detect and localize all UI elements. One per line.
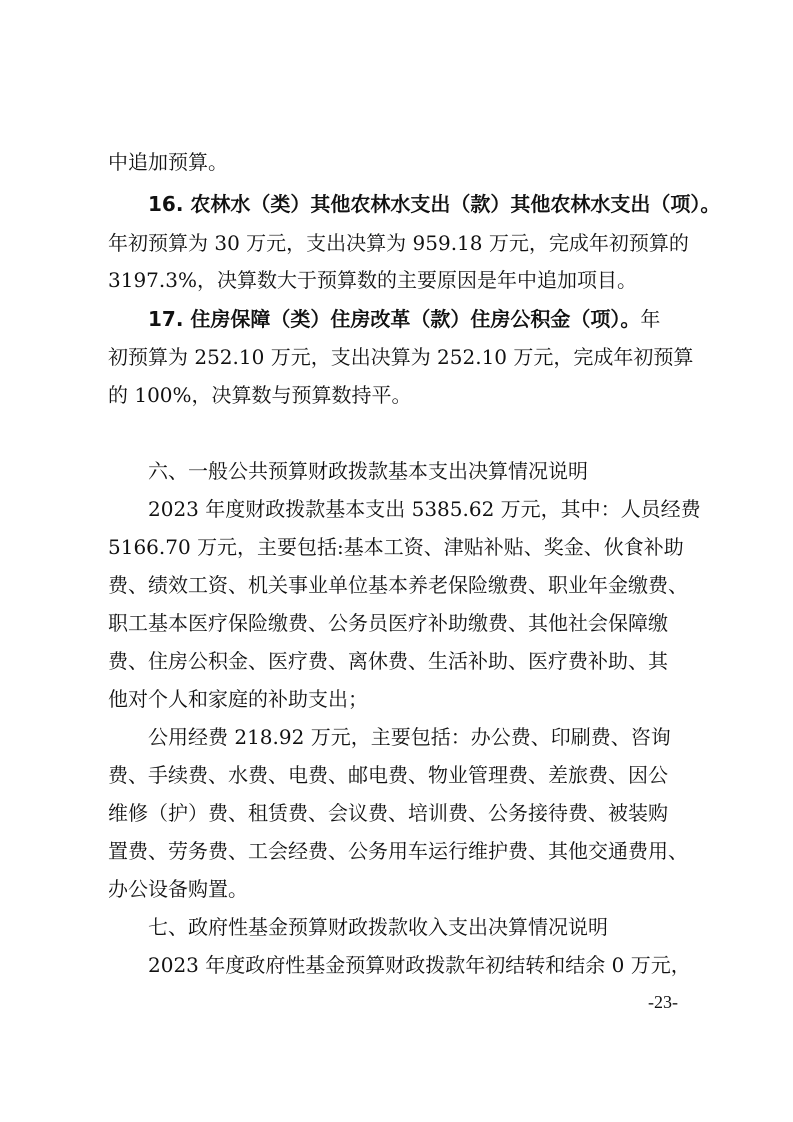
paragraph-line: 2023 年度政府性基金预算财政拨款年初结转和结余 0 万元， xyxy=(148,953,691,977)
item-16-title-line xyxy=(148,190,720,218)
paragraph-line: 办公设备购置。 xyxy=(108,877,248,901)
paragraph-line: 费、手续费、水费、电费、邮电费、物业管理费、差旅费、因公 xyxy=(108,763,668,787)
item-17-title: 17. 住房保障（类）住房改革（款）住房公积金（项）。 xyxy=(148,307,641,331)
section-7-heading: 七、政府性基金预算财政拨款收入支出决算情况说明 xyxy=(148,915,608,939)
paragraph-line: 维修（护）费、租赁费、会议费、培训费、公务接待费、被装购 xyxy=(108,801,668,825)
paragraph-line: 初预算为 252.10 万元，支出决算为 252.10 万元，完成年初预算 xyxy=(108,345,694,369)
paragraph-line: 的 100%，决算数与预算数持平。 xyxy=(108,383,412,407)
paragraph-line: 年初预算为 30 万元，支出决算为 959.18 万元，完成年初预算的 xyxy=(108,231,689,255)
item-17-title-line xyxy=(148,305,660,333)
paragraph-line: 5166.70 万元，主要包括:基本工资、津贴补贴、奖金、伙食补助 xyxy=(108,535,684,559)
paragraph-line: 他对个人和家庭的补助支出； xyxy=(108,687,368,711)
paragraph-line: 2023 年度财政拨款基本支出 5385.62 万元，其中：人员经费 xyxy=(148,497,701,521)
paragraph-line: 职工基本医疗保险缴费、公务员医疗补助缴费、其他社会保障缴 xyxy=(108,611,668,635)
paragraph-line: 费、住房公积金、医疗费、离休费、生活补助、医疗费补助、其 xyxy=(108,649,668,673)
section-6-heading: 六、一般公共预算财政拨款基本支出决算情况说明 xyxy=(148,459,588,483)
paragraph-line: 3197.3%，决算数大于预算数的主要原因是年中追加项目。 xyxy=(108,268,637,292)
paragraph-line: 置费、劳务费、工会经费、公务用车运行维护费、其他交通费用、 xyxy=(108,839,688,863)
paragraph-line: 中追加预算。 xyxy=(108,150,228,174)
paragraph-line: 费、绩效工资、机关事业单位基本养老保险缴费、职业年金缴费、 xyxy=(108,573,688,597)
paragraph-line: 公用经费 218.92 万元，主要包括：办公费、印刷费、咨询 xyxy=(148,725,671,749)
item-17-title-tail: 年 xyxy=(640,307,661,331)
item-16-title: 16. 农林水（类）其他农林水支出（款）其他农林水支出（项）。 xyxy=(148,192,721,216)
page-number: -23- xyxy=(648,992,678,1012)
